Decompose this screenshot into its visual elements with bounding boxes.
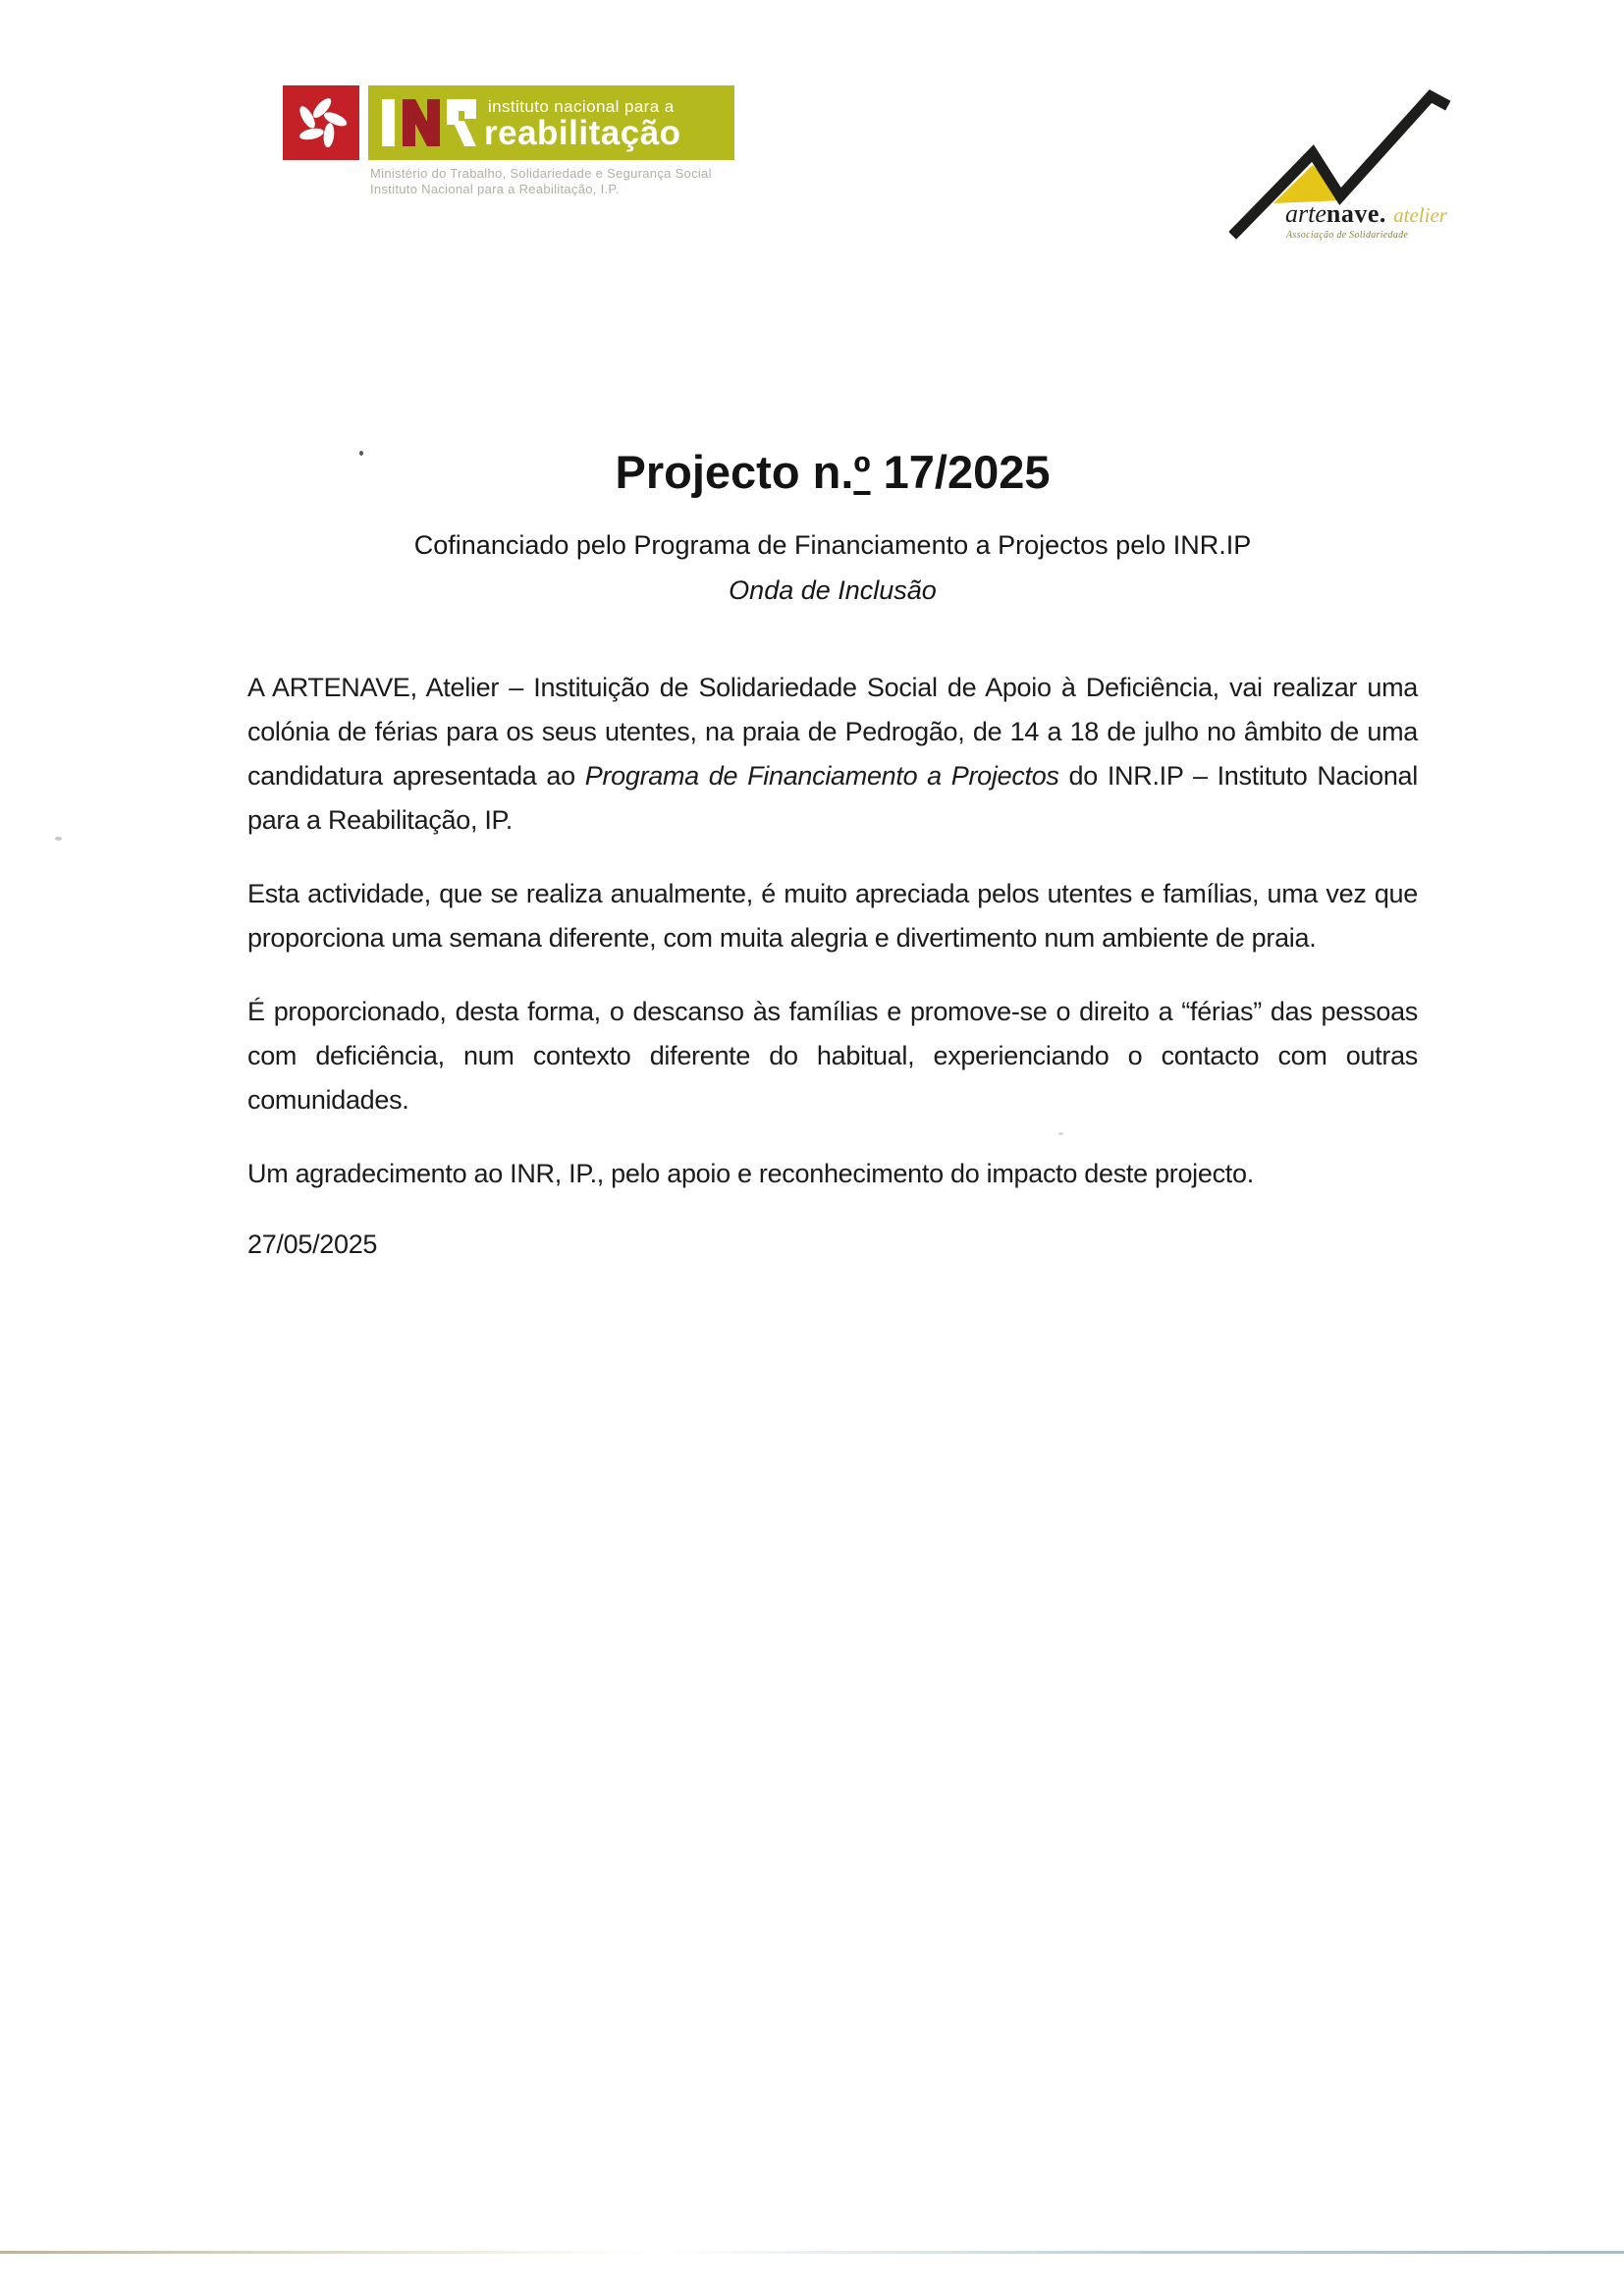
artenave-subtitle: Associação de Solidariedade [1286, 230, 1409, 241]
artenave-wordmark [1285, 199, 1447, 229]
inr-ministry-line1: Ministério do Trabalho, Solidariedade e Segurança Social [370, 166, 712, 181]
scan-speck [1058, 1132, 1063, 1135]
inr-wordmark-panel [368, 85, 734, 160]
paragraph-1 [247, 666, 1418, 843]
document-date: 27/05/2025 [247, 1229, 378, 1259]
inr-ministry-subtext [370, 166, 712, 197]
paragraph-1-text-a: A ARTENAVE, Atelier – Instituição de Solidariedade Social de Apoio à Deficiência, vai realizar uma colónia de férias para os seus utentes, na praia de Pedrogão, de 14 a 18 de julho no âmbito de uma candidatura apresentada ao [247, 673, 1418, 791]
program-name: Onda de Inclusão [729, 575, 937, 605]
artenave-wordmark-nave: nave [1326, 199, 1380, 228]
inr-wordmark-line2: reabilitação [484, 113, 681, 152]
inr-monogram-icon [378, 91, 478, 154]
inr-ministry-line2: Instituto Nacional para a Reabilitação, I.P. [370, 182, 620, 196]
scan-speck [55, 837, 62, 841]
paragraph-1-text-b: do INR.IP – Instituto Nacional para a Reabilitação, IP. [247, 761, 1418, 835]
artenave-wordmark-atelier: atelier [1387, 203, 1447, 227]
inr-wordmark [484, 96, 681, 150]
inr-logo [283, 85, 734, 160]
artenave-wordmark-arte: arte [1285, 199, 1326, 228]
paragraph-4: Um agradecimento ao INR, IP., pelo apoio e reconhecimento do impacto deste projecto. [247, 1159, 1254, 1188]
artenave-logo [1229, 86, 1465, 248]
paragraph-3: É proporcionado, desta forma, o descanso às famílias e promove-se o direito a “férias” das pessoas com deficiência, num contexto diferente do habitual, experienciando o contacto com outras comunidades. [247, 997, 1418, 1115]
document-subtitle: Cofinanciado pelo Programa de Financiamento a Projectos pelo INR.IP [413, 530, 1252, 560]
paragraph-2: Esta actividade, que se realiza anualmente, é muito apreciada pelos utentes e famílias, uma vez que proporciona uma semana diferente, com muita alegria e divertimento num ambiente de praia. [247, 879, 1418, 953]
paragraph-1-italic-phrase: Programa de Financiamento a Projectos [584, 761, 1059, 791]
pinwheel-icon [283, 85, 359, 160]
document-title [247, 444, 1418, 501]
artenave-wordmark-separator: . [1379, 199, 1386, 228]
document-title-number: 17/2025 [870, 446, 1051, 498]
inr-pinwheel-badge [283, 85, 359, 160]
document-title-prefix: Projecto n. [615, 446, 854, 498]
inr-wordmark-line1: instituto nacional para a [488, 96, 675, 116]
scanner-edge-line [0, 2251, 1624, 2254]
scan-speck [359, 451, 363, 456]
document-title-ordinal: º [853, 446, 871, 498]
document-content [247, 444, 1418, 1260]
